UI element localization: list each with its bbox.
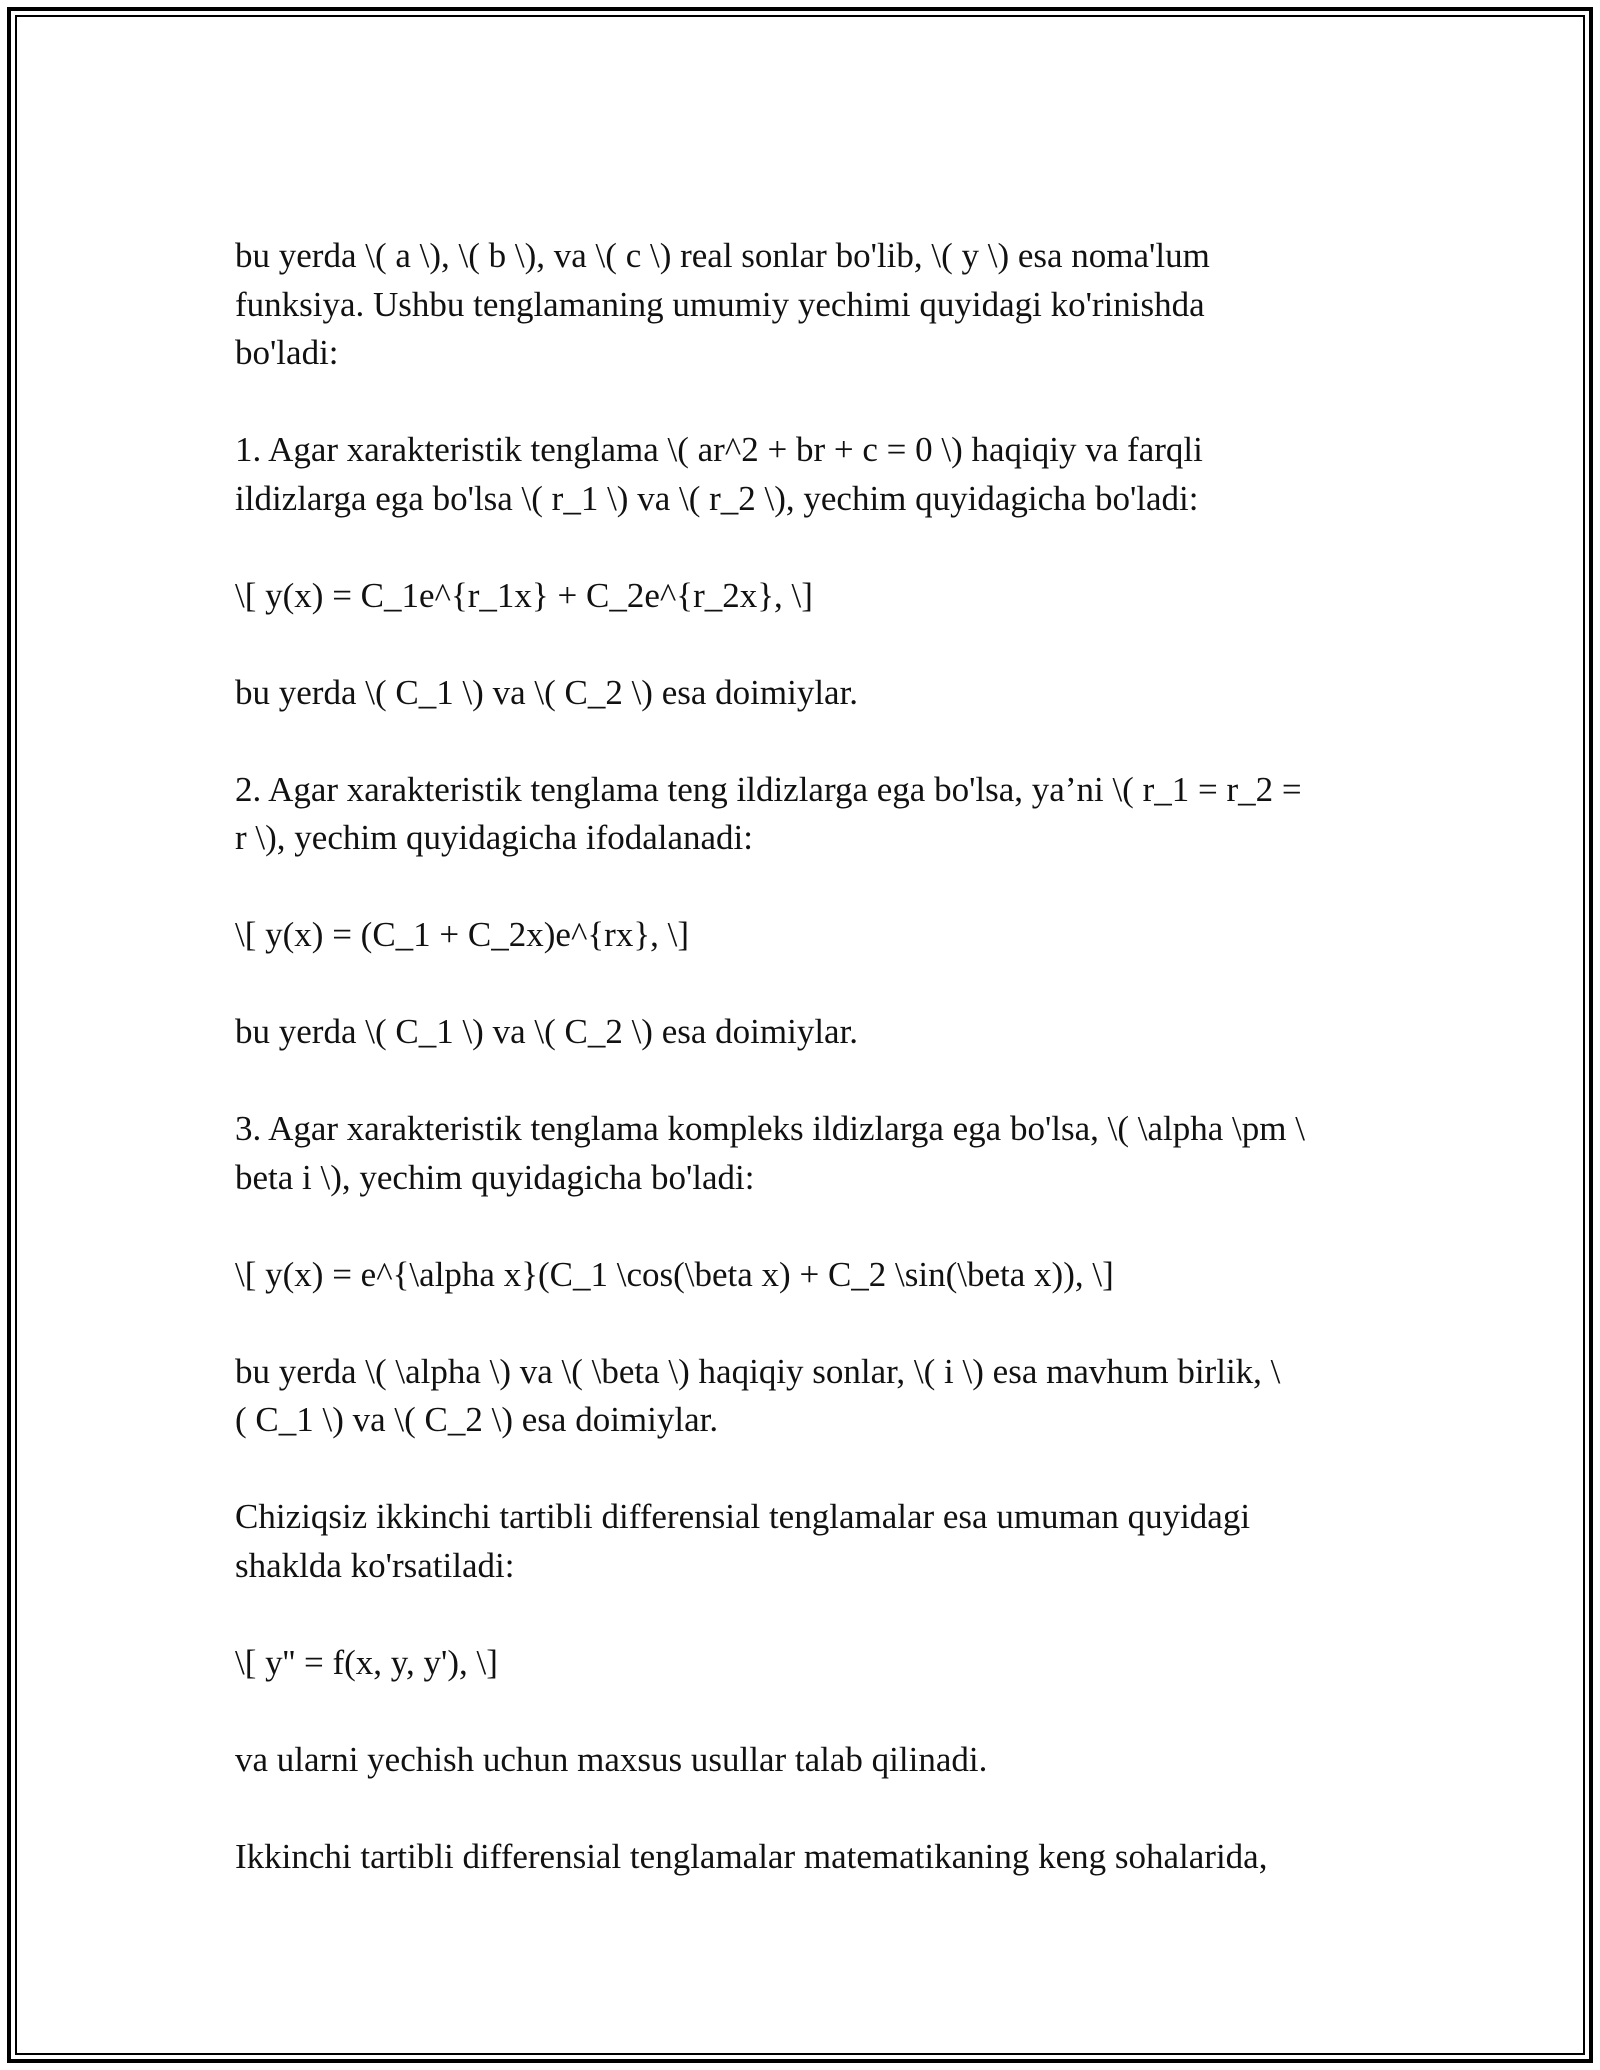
paragraph-intro: bu yerda \( a \), \( b \), va \( c \) real sonlar bo'lib, \( y \) esa noma'lum funksiya. Ushbu tenglamaning umumiy yechimi quyidagi ko'rinishda bo'ladi: — [235, 236, 1210, 372]
paragraph-case-1: 1. Agar xarakteristik tenglama \( ar^2 + br + c = 0 \) haqiqiy va farqli ildizlarga ega bo'lsa \( r_1 \) va \( r_2 \), yechim quyidagicha bo'ladi: — [235, 430, 1203, 518]
equation-case-1: \[ y(x) = C_1e^{r_1x} + C_2e^{r_2x}, \] — [235, 575, 813, 615]
paragraph-constants-2: bu yerda \( C_1 \) va \( C_2 \) esa doimiylar. — [235, 1012, 859, 1051]
equation-case-3: \[ y(x) = e^{\alpha x}(C_1 \cos(\beta x) + C_2 \sin(\beta x)), \] — [235, 1254, 1114, 1294]
paragraph-constants-1: bu yerda \( C_1 \) va \( C_2 \) esa doimiylar. — [235, 672, 859, 712]
paragraph-constants-3: bu yerda \( \alpha \) va \( \beta \) haqiqiy sonlar, \( i \) esa mavhum birlik, \ ( C_1 \) va \( C_2 \) esa doimiylar. — [235, 1351, 1281, 1439]
equation-nonlinear: \[ y'' = f(x, y, y'), \] — [235, 1642, 498, 1682]
paragraph-case-3: 3. Agar xarakteristik tenglama kompleks ildizlarga ega bo'lsa, \( \alpha \pm \ beta i \), yechim quyidagicha bo'ladi: — [235, 1109, 1305, 1197]
paragraph-nonlinear: Chiziqsiz ikkinchi tartibli differensial tenglamalar esa umuman quyidagi shaklda ko'rsatiladi: — [235, 1497, 1251, 1585]
paragraph-closing: Ikkinchi tartibli differensial tenglamalar matematikaning keng sohalarida, — [235, 1836, 1268, 1876]
paragraph-case-2: 2. Agar xarakteristik tenglama teng ildizlarga ega bo'lsa, ya’ni \( r_1 = r_2 = r \), yechim quyidagicha ifodalanadi: — [235, 769, 1302, 857]
paragraph-methods: va ularni yechish uchun maxsus usullar talab qilinadi. — [235, 1739, 988, 1779]
document-body — [235, 232, 1365, 1881]
equation-case-2: \[ y(x) = (C_1 + C_2x)e^{rx}, \] — [235, 915, 690, 954]
